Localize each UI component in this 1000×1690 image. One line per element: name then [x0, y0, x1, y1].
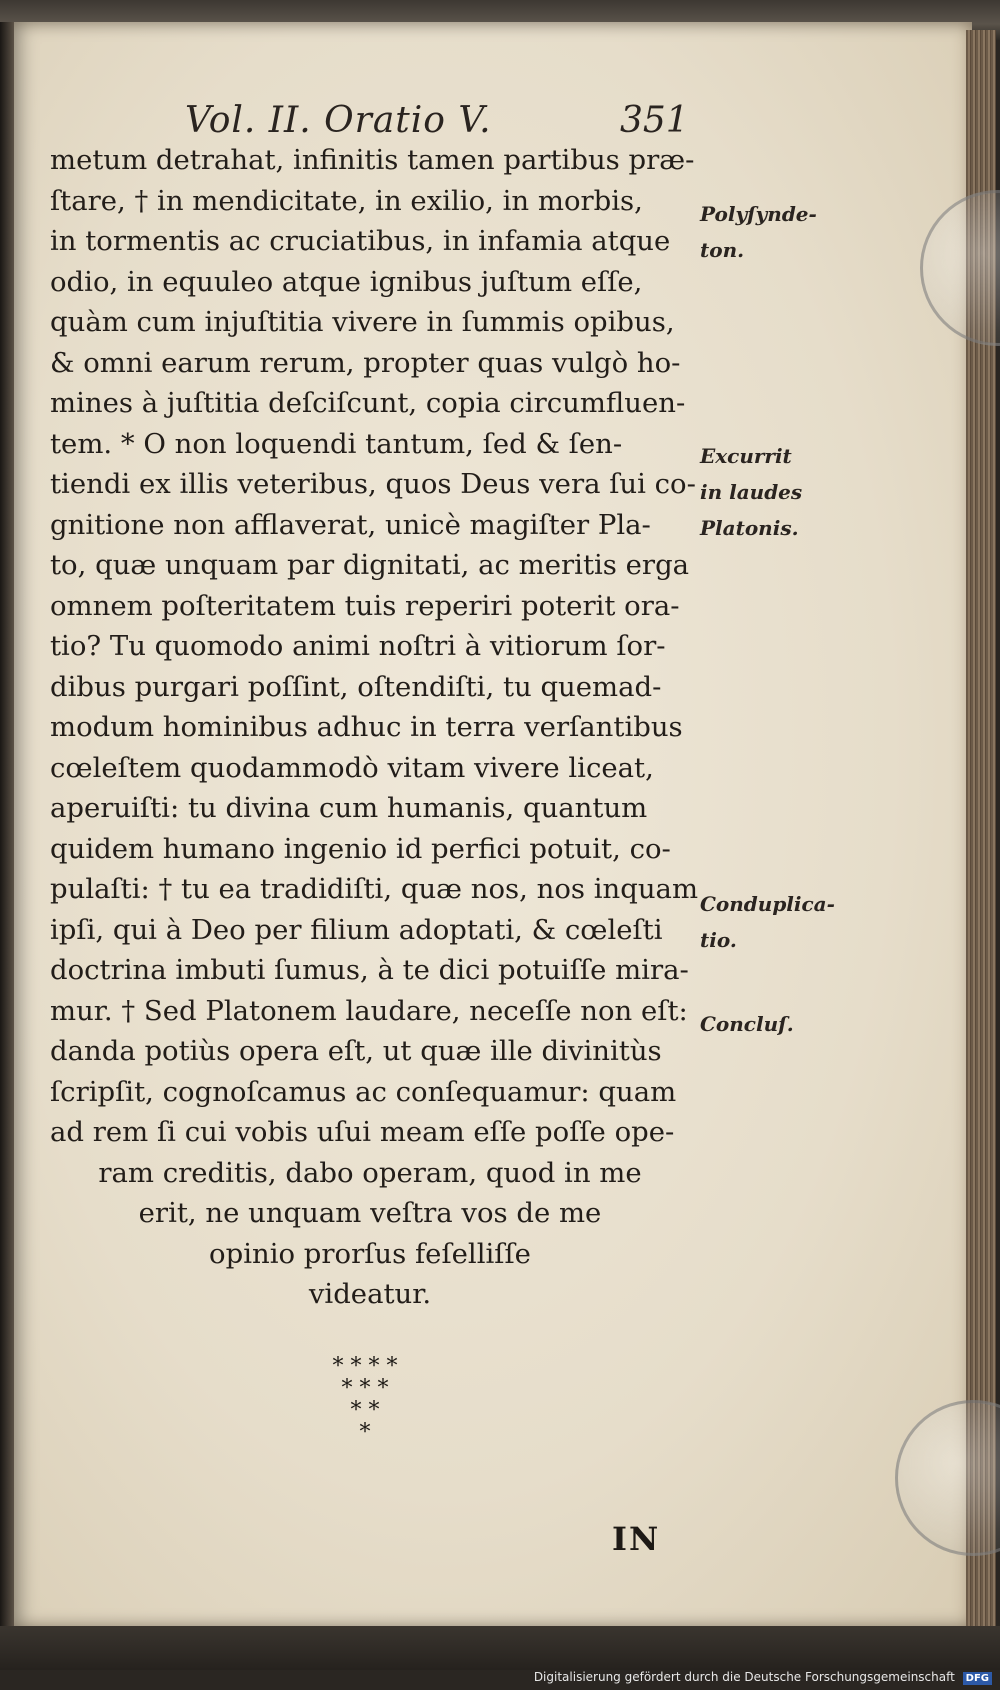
note-line: Conduplica-: [700, 892, 835, 916]
note-line: Polyſynde-: [700, 202, 817, 226]
text-line: to, quæ unquam par dignitati, ac meritis erga: [50, 549, 690, 581]
book-bottom-edge: [0, 1626, 1000, 1670]
closing-line: ram creditis, dabo operam, quod in me: [98, 1156, 642, 1189]
text-line: doctrina imbuti ſumus, à te dici potuiſſe mira-: [50, 954, 689, 986]
note-line: Excurrit: [700, 444, 792, 468]
ornament-asterisks: [300, 1356, 430, 1446]
funding-credit: [534, 1670, 992, 1685]
marginal-note-polysyndeton: [700, 196, 860, 268]
ornament-row: * *: [350, 1398, 380, 1423]
closing-line: opinio prorſus feſelliſſe: [209, 1237, 531, 1270]
page-number: 351: [620, 100, 689, 141]
header-title: Vol. II. Oratio V.: [185, 100, 492, 141]
text-line: cœleſtem quodammodò vitam vivere liceat,: [50, 751, 654, 784]
note-line: ton.: [700, 238, 745, 262]
funding-text: Digitalisierung gefördert durch die Deutsche Forschungsgemeinschaft: [533, 1670, 955, 1684]
note-line: in laudes: [700, 480, 803, 504]
text-line: odio, in equuleo atque ignibus juſtum eſſe,: [50, 265, 643, 298]
ornament-row: *: [359, 1420, 371, 1445]
text-line: metum detrahat, infinitis tamen partibus præ-: [50, 144, 695, 176]
text-line: mur. † Sed Platonem laudare, neceſſe non eſt:: [50, 994, 688, 1027]
note-line: Concluſ.: [700, 1012, 794, 1036]
text-line: tio? Tu quomodo animi noſtri à vitiorum ſor-: [50, 630, 666, 662]
text-line: aperuiſti: tu divina cum humanis, quantum: [50, 792, 648, 824]
book-binding: [0, 22, 14, 1628]
closing-line: erit, ne unquam veſtra vos de me: [138, 1197, 602, 1229]
ornament-row: * * * *: [332, 1354, 398, 1379]
marginal-note-excurrit: [700, 438, 860, 546]
text-line: tem. * O non loquendi tantum, ſed & ſen-: [50, 427, 623, 460]
text-line: tiendi ex illis veteribus, quos Deus vera ſui co-: [50, 468, 696, 500]
text-line: ſcripſit, cognoſcamus ac conſequamur: quam: [50, 1075, 677, 1108]
closing-line: videatur.: [308, 1278, 432, 1310]
text-line: quidem humano ingenio id perfici potuit, co-: [50, 832, 671, 865]
ornament-row: * * *: [341, 1376, 389, 1401]
note-line: tio.: [700, 928, 737, 952]
marginal-note-conduplicatio: [700, 886, 860, 958]
text-line: modum hominibus adhuc in terra verſantibus: [50, 711, 683, 743]
text-line: & omni earum rerum, propter quas vulgò ho-: [50, 346, 681, 379]
text-line: mines à juſtitia deſciſcunt, copia circumfluen-: [50, 387, 686, 419]
text-line: ad rem ſi cui vobis uſui meam eſſe poſſe ope-: [50, 1116, 675, 1148]
catchword: IN: [612, 1520, 661, 1558]
text-line: in tormentis ac cruciatibus, in infamia atque: [50, 225, 671, 257]
body-text: [50, 140, 699, 1315]
text-line: quàm cum injuſtitia vivere in ſummis opibus,: [50, 306, 675, 338]
text-line: danda potiùs opera eſt, ut quæ ille divinitùs: [50, 1035, 662, 1067]
marginal-note-conclusio: [700, 1006, 860, 1042]
text-line: omnem poſteritatem tuis reperiri poterit ora-: [50, 589, 680, 622]
text-line: dibus purgari poſſint, oſtendiſti, tu quemad-: [50, 670, 662, 703]
text-line: pulaſti: † tu ea tradidiſti, quæ nos, nos inquam: [50, 873, 699, 905]
dfg-logo-icon: DFG: [963, 1672, 992, 1685]
note-line: Platonis.: [700, 516, 799, 540]
text-line: gnitione non afflaverat, unicè magiſter Pla-: [50, 508, 651, 541]
text-line: ipſi, qui à Deo per filium adoptati, & cœleſti: [50, 913, 663, 946]
text-line: ſtare, † in mendicitate, in exilio, in morbis,: [50, 184, 643, 217]
